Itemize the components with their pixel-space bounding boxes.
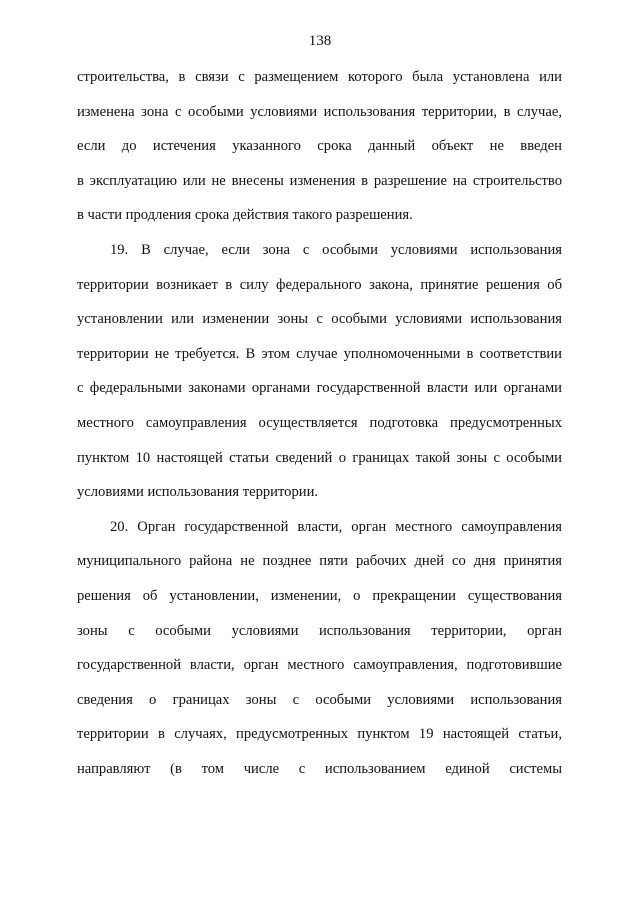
- text-line: 20. Орган государственной власти, орган местного самоуправления: [110, 518, 562, 535]
- text-line: если до истечения указанного срока данный объект не введен: [77, 138, 562, 155]
- text-line: установлении или изменении зоны с особыми условиями использования: [77, 311, 562, 328]
- page-number: 138: [308, 33, 332, 49]
- text-line: сведения о границах зоны с особыми условиями использования: [77, 691, 562, 708]
- text-line: с федеральными законами органами государственной власти или органами: [77, 380, 562, 397]
- text-line: в части продления срока действия такого разрешения.: [77, 207, 413, 224]
- text-line: в эксплуатацию или не внесены изменения в разрешение на строительство: [77, 172, 562, 189]
- paragraph-20: [77, 510, 562, 787]
- paragraph-continuation: [77, 60, 562, 233]
- text-line: муниципального района не позднее пяти рабочих дней со дня принятия: [77, 553, 562, 570]
- text-line: решения об установлении, изменении, о прекращении существования: [77, 587, 562, 604]
- text-line: зоны с особыми условиями использования территории, орган: [77, 622, 562, 639]
- text-line: территории возникает в силу федерального закона, принятие решения об: [77, 276, 562, 293]
- text-line: государственной власти, орган местного самоуправления, подготовившие: [77, 657, 562, 674]
- paragraph-19: [77, 233, 562, 510]
- text-line: направляют (в том числе с использованием единой системы: [77, 760, 562, 777]
- text-line: территории в случаях, предусмотренных пунктом 19 настоящей статьи,: [77, 726, 562, 743]
- text-line: изменена зона с особыми условиями использования территории, в случае,: [77, 103, 562, 120]
- text-line: пунктом 10 настоящей статьи сведений о границах такой зоны с особыми: [77, 449, 562, 466]
- text-line: строительства, в связи с размещением которого была установлена или: [77, 69, 562, 85]
- text-line: 19. В случае, если зона с особыми условиями использования: [110, 241, 562, 258]
- document-body: [77, 60, 562, 786]
- text-line: условиями использования территории.: [77, 484, 319, 501]
- text-line: территории не требуется. В этом случае уполномоченными в соответствии: [77, 345, 562, 362]
- text-line: местного самоуправления осуществляется подготовка предусмотренных: [77, 414, 562, 431]
